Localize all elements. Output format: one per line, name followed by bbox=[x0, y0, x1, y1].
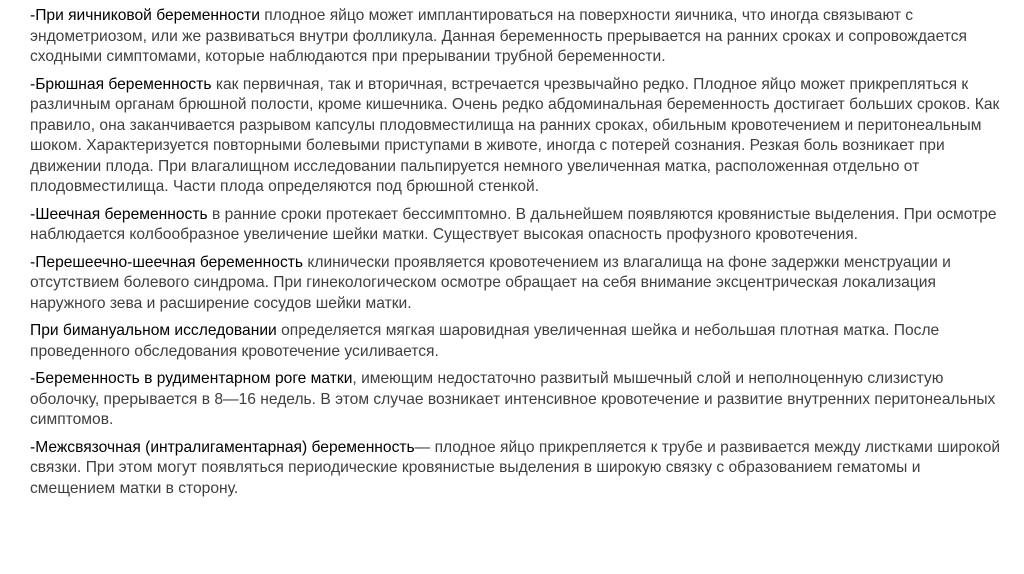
paragraph-term: -Брюшная беременность bbox=[30, 75, 212, 93]
slide-text bbox=[30, 6, 1006, 506]
paragraph-term: При бимануальном исследовании bbox=[30, 322, 277, 339]
paragraph-ovarian-pregnancy bbox=[30, 6, 1006, 68]
paragraph-term: -Шеечная беременность bbox=[30, 205, 208, 223]
paragraph-intraligamentary-pregnancy bbox=[30, 438, 1006, 500]
paragraph-term: -Беременность в рудиментарном роге матки bbox=[30, 370, 353, 387]
paragraph-isthmic-cervical-pregnancy bbox=[30, 253, 1006, 315]
paragraph-abdominal-pregnancy bbox=[30, 75, 1006, 198]
paragraph-term: -Перешеечно-шеечная беременность bbox=[30, 253, 304, 271]
paragraph-term: -При яичниковой беременности bbox=[30, 7, 260, 24]
paragraph-text: как первичная, так и вторичная, встречается чрезвычайно редко. Плодное яйцо может прикрепляться к различным органам брюшной полости, кроме кишечника. Очень редко абдоминальная беременность достигает больших сроков. Как правило, она заканчивается разрывом капсулы плодовместилища на ранних сроках, обильным кровотечением и перитонеальным шоком. Характеризуется повторными болевыми приступами в животе, иногда с потерей сознания. Резкая боль возникает при движении плода. При влагалищном исследовании пальпируется немного увеличенная матка, расположенная отдельно от плодовместилища. Части плода определяются под брюшной стенкой. bbox=[30, 75, 1000, 195]
paragraph-text: определяется мягкая шаровидная увеличенная шейка и небольшая плотная матка. После проведенного обследования кровотечение усиливается. bbox=[30, 322, 940, 360]
paragraph-cervical-pregnancy bbox=[30, 205, 1006, 246]
paragraph-text: , имеющим недостаточно развитый мышечный слой и неполноценную слизистую оболочку, прерывается в 8—16 недель. В этом случае возникает интенсивное кровотечение и развитие внутренних перитонеальных симптомов. bbox=[30, 370, 996, 428]
paragraph-text: в ранние сроки протекает бессимптомно. В дальнейшем появляются кровянистые выделения. При осмотре наблюдается колбообразное увеличение шейки матки. Существует высокая опасность профузного кровотечения. bbox=[30, 205, 997, 243]
paragraph-text: клинически проявляется кровотечением из влагалища на фоне задержки менструации и отсутствием болевого синдрома. При гинекологическом осмотре обращает на себя внимание эксцентрическая локализация наружного зева и расширение сосудов шейки матки. bbox=[30, 253, 951, 312]
paragraph-rudimentary-horn-pregnancy bbox=[30, 369, 1006, 431]
paragraph-text: плодное яйцо может имплантироваться на поверхности яичника, что иногда связывают с эндометриозом, или же развиваться внутри фолликула. Данная беременность прерывается на ранних сроках и сопровождается сходными симптомами, которые наблюдаются при прерывании трубной беременности. bbox=[30, 7, 967, 65]
paragraph-text: — плодное яйцо прикрепляется к трубе и развивается между листками широкой связки. При этом могут появляться периодические кровянистые выделения в широкую связку с образованием гематомы и смещением матки в сторону. bbox=[30, 438, 1001, 497]
paragraph-bimanual-examination bbox=[30, 321, 1006, 362]
paragraph-term: -Межсвязочная (интралигаментарная) беременность bbox=[30, 438, 415, 456]
